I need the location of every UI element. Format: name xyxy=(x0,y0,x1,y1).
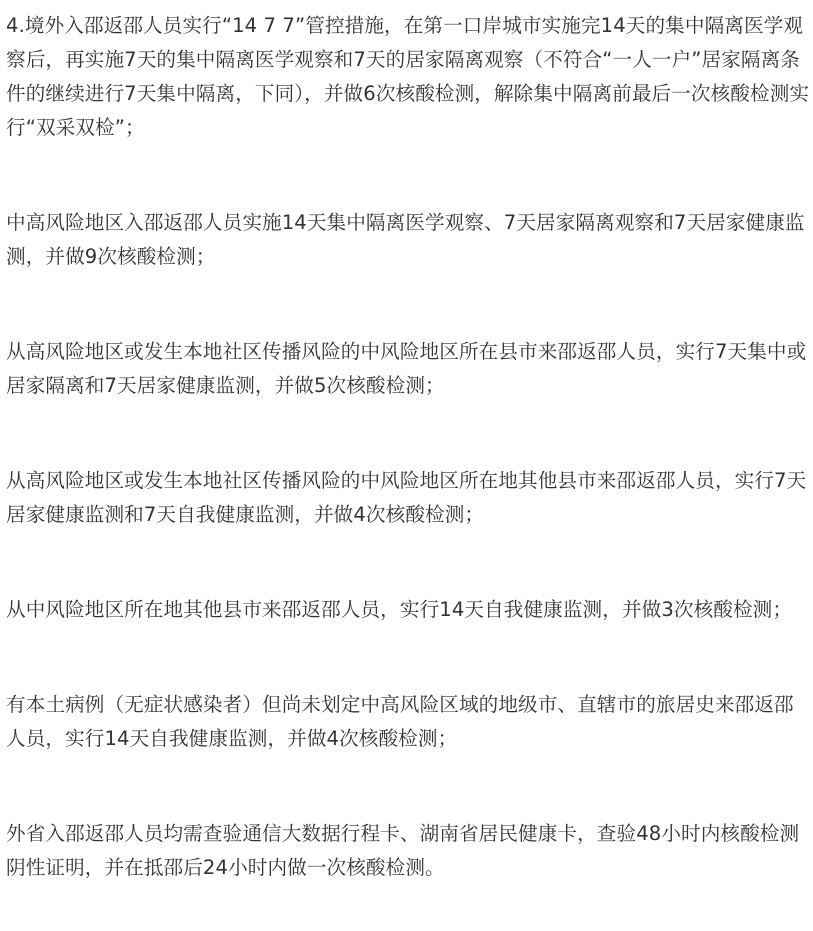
paragraph-overseas-arrivals: 4.境外入邵返邵人员实行“14 7 7”管控措施，在第一口岸城市实施完14天的集中隔离医学观察后，再实施7天的集中隔离医学观察和7天的居家隔离观察（不符合“一人一户”居家隔离条件的继续进行7天集中隔离，下同），并做6次核酸检测，解除集中隔离前最后一次核酸检测实行“双采双检”； xyxy=(6,14,810,139)
paragraph-gap xyxy=(6,627,810,688)
paragraph-high-risk-other-counties: 从高风险地区或发生本地社区传播风险的中风险地区所在地其他县市来邵返邵人员，实行7天居家健康监测和7天自我健康监测，并做4次核酸检测； xyxy=(6,469,807,526)
document-body xyxy=(6,0,810,885)
paragraph-gap xyxy=(6,274,810,335)
paragraph-medium-high-risk-areas: 中高风险地区入邵返邵人员实施14天集中隔离医学观察、7天居家隔离观察和7天居家健康监测，并做9次核酸检测； xyxy=(6,211,805,268)
paragraph-gap xyxy=(6,532,810,593)
paragraph-high-risk-same-county: 从高风险地区或发生本地社区传播风险的中风险地区所在县市来邵返邵人员，实行7天集中或居家隔离和7天居家健康监测，并做5次核酸检测； xyxy=(6,340,807,397)
paragraph-gap xyxy=(6,756,810,817)
paragraph-gap xyxy=(6,145,810,206)
paragraph-medium-risk-other-counties: 从中风险地区所在地其他县市来邵返邵人员，实行14天自我健康监测，并做3次核酸检测； xyxy=(6,598,793,621)
paragraph-out-of-province-arrivals: 外省入邵返邵人员均需查验通信大数据行程卡、湖南省居民健康卡，查验48小时内核酸检测阴性证明，并在抵邵后24小时内做一次核酸检测。 xyxy=(6,822,800,879)
paragraph-gap xyxy=(6,403,810,464)
paragraph-local-cases-cities: 有本土病例（无症状感染者）但尚未划定中高风险区域的地级市、直辖市的旅居史来邵返邵人员，实行14天自我健康监测，并做4次核酸检测； xyxy=(6,693,794,750)
